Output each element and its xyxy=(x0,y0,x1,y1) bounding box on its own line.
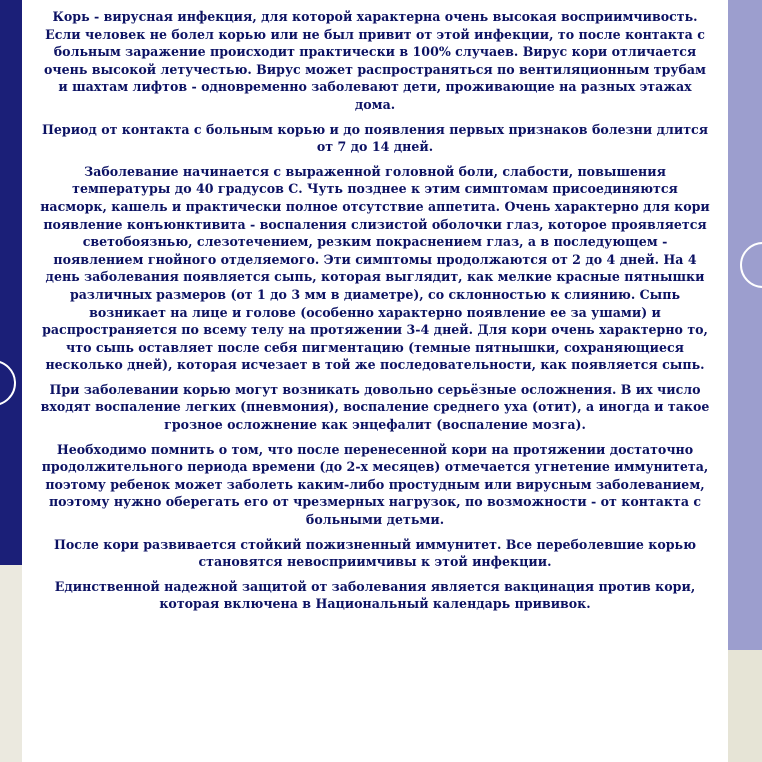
paragraph-intro: Корь - вирусная инфекция, для которой характерна очень высокая восприимчивость. Если человек не болел корью или не был привит от этой инфекции, то после контакта с больным заражение происходит практически в 100% случаев. Вирус кори отличается очень высокой летучестью. Вирус может распространяться по вентиляционным трубам и шахтам лифтов - одновременно заболевают дети, проживающие на разных этажах дома. xyxy=(44,9,706,112)
text-panel xyxy=(22,0,728,762)
paragraph-immunity-suppression: Необходимо помнить о том, что после перенесенной кори на протяжении достаточно продолжительного периода времени (до 2-х месяцев) отмечается угнетение иммунитета, поэтому ребенок может заболеть каким-либо простудным или вирусным заболеванием, поэтому нужно оберегать его от чрезмерных нагрузок, по возможности - от контакта с больными детьми. xyxy=(41,441,709,528)
paragraph-vaccination: Единственной надежной защитой от заболевания является вакцинация против кори, которая включена в Национальный календарь прививок. xyxy=(54,578,696,612)
paragraph-incubation: Период от контакта с больным корью и до появления первых признаков болезни длится от 7 до 14 дней. xyxy=(41,121,709,155)
paragraph-complications: При заболевании корью могут возникать довольно серьёзные осложнения. В их число входят воспаление легких (пневмония), воспаление среднего уха (отит), а иногда и такое грозное осложнение как энцефалит (воспаление мозга). xyxy=(40,381,710,433)
left-navy-stripe xyxy=(0,0,22,565)
article-body xyxy=(40,8,710,620)
paragraph-symptoms: Заболевание начинается с выраженной головной боли, слабости, повышения температуры до 40 градусов С. Чуть позднее к этим симптомам присоединяются насморк, кашель и практически полное отсутствие аппетита. Очень характерно для кори появление конъюнктивита - воспаления слизистой оболочки глаз, которое проявляется светобоязнью, слезотечением, резким покраснением глаз, а в последующем - появлением гнойного отделяемого. Эти симптомы продолжаются от 2 до 4 дней. На 4 день заболевания появляется сыпь, которая выглядит, как мелкие красные пятнышки различных размеров (от 1 до 3 мм в диаметре), со склонностью к слиянию. Сыпь возникает на лице и голове (особенно характерно появление ее за ушами) и распространяется по всему телу на протяжении 3-4 дней. Для кори очень характерно то, что сыпь оставляет после себя пигментацию (темные пятнышки, сохраняющиеся несколько дней), которая исчезает в той же последовательности, как появляется сыпь. xyxy=(40,163,710,373)
paragraph-lifelong-immunity: После кори развивается стойкий пожизненный иммунитет. Все переболевшие корью становятся невосприимчивы к этой инфекции. xyxy=(53,536,696,570)
left-bottom-background xyxy=(0,565,22,762)
right-lavender-stripe xyxy=(728,0,762,650)
right-bottom-background xyxy=(728,650,762,762)
